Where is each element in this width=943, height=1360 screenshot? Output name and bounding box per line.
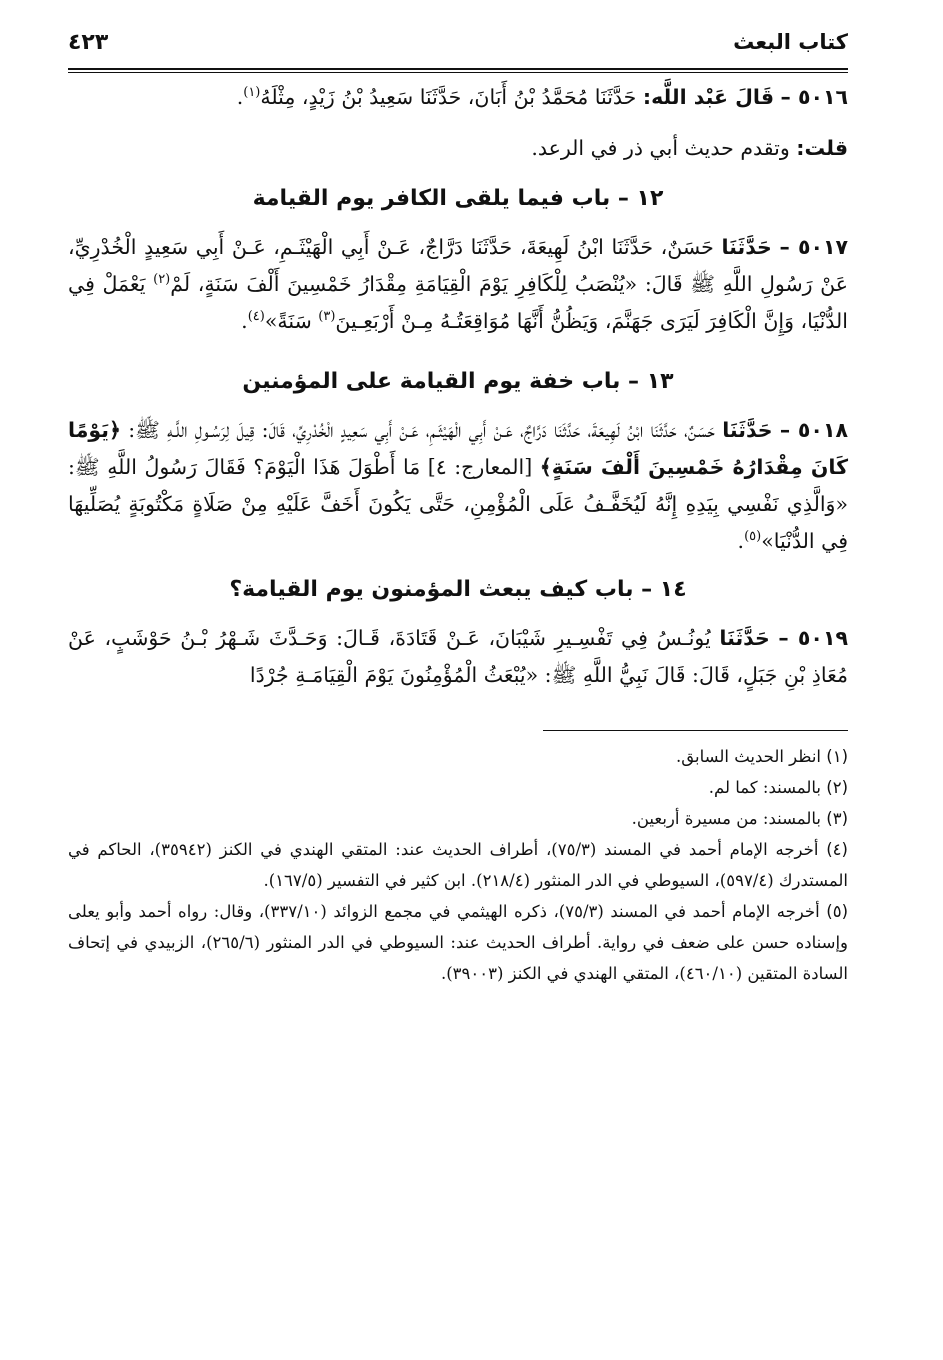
speaker: قَالَ عَبْد اللَّه:: [642, 85, 775, 109]
note-qultu: [68, 130, 848, 167]
book-title: كتاب البعث: [733, 30, 848, 54]
hadith-5018: ٥٠١٨ – حَدَّثَنَا حَسَنٌ، حَدَّثَنَا ابْنُ لَهِيعَةَ، حَدَّثَنَا دَرَّاجٌ، عَـنْ أَبِي الْهَيْثَـمِ، عَـنْ أَبِي سَعِيدٍ الْخُدْرِيِّ، قَالَ: قِيلَ لِرَسُـولِ اللَّـهِ ﷺ: ﴿يَوْمًا كَانَ مِقْدَارُهُ خَمْسِينَ أَلْفَ سَنَةٍ﴾ [المعارج: ٤] مَا أَطْوَلَ هَذَا الْيَوْمَ؟ فَقَالَ رَسُولُ اللَّهِ ﷺ: «وَالَّذِي نَفْسِي بِيَدِهِ إِنَّهُ لَيُخَفَّـفُ عَلَى الْمُؤْمِنِ، حَتَّى يَكُونَ أَخَفَّ عَلَيْهِ مِنْ صَلَاةٍ مَكْتُوبَةٍ يُصَلِّيهَا فِي الدُّنْيَا»$^{(٥)}$.: [68, 418, 848, 553]
note-text: وتقدم حديث أبي ذر في الرعد.: [531, 136, 790, 160]
hadith-text: حَدَّثَنَا مُحَمَّدُ بْنُ أَبَانَ، حَدَّثَنَا سَعِيدُ بْنُ زَيْدٍ، مِثْلَهُ: [260, 85, 637, 109]
chapter-heading-12: ١٢ – باب فيما يلقى الكافر يوم القيامة: [252, 186, 664, 211]
footnote-ref: (١): [243, 85, 261, 101]
haddathana: حَدَّثَنَا: [721, 235, 772, 259]
hadith-number: ٥٠١٨ –: [779, 418, 848, 442]
haddathana: حَدَّثَنَا: [719, 626, 770, 650]
running-header: [68, 30, 848, 68]
chapter-heading-14: ١٤ – باب كيف يبعث المؤمنون يوم القيامة؟: [229, 577, 687, 602]
footnote-ref: (٥): [744, 529, 762, 545]
footnote-2: (٢) بالمسند: كما لم.: [708, 778, 848, 797]
chapter-heading-13: ١٣ – باب خفة يوم القيامة على المؤمنين: [242, 369, 674, 394]
hadith-5016: ٥٠١٦ – قَالَ عَبْد اللَّه: حَدَّثَنَا مُحَمَّدُ بْنُ أَبَانَ، حَدَّثَنَا سَعِيدُ بْنُ زَيْدٍ، مِثْلَهُ$^{(١)}$.: [236, 85, 848, 109]
note-label: قلت:: [796, 136, 848, 160]
hadith-number: ٥٠١٦ –: [780, 85, 848, 109]
footnote-ref: (٤): [247, 309, 265, 325]
haddathana: حَدَّثَنَا: [722, 418, 773, 442]
footnote-ref: (٣): [318, 309, 336, 325]
footnote-separator: [543, 730, 848, 731]
hadith-number: ٥٠١٧ –: [779, 235, 848, 259]
hadith-number: ٥٠١٩ –: [778, 626, 848, 650]
hadith-5019: ٥٠١٩ – حَدَّثَنَا يُونُـسُ فِي تَفْسِـيرِ شَيْبَانَ، عَـنْ قَتَادَةَ، قَـالَ: وَحَـدَّثَ شَـهْرُ بْـنُ حَوْشَبٍ، عَنْ مُعَاذِ بْنِ جَبَلٍ، قَالَ: قَالَ نَبِيُّ اللَّهِ ﷺ: «يُبْعَثُ الْمُؤْمِنُونَ يَوْمَ الْقِيَامَـةِ جُرْدًا: [68, 626, 848, 687]
footnotes-list: [68, 741, 848, 989]
hadith-5017: ٥٠١٧ – حَدَّثَنَا حَسَنٌ، حَدَّثَنَا ابْنُ لَهِيعَةَ، حَدَّثَنَا دَرَّاجٌ، عَـنْ أَبِي الْهَيْثَـمِ، عَـنْ أَبِي سَعِيدٍ الْخُدْرِيِّ، عَنْ رَسُولِ اللَّهِ ﷺ قَالَ: «يُنْصَبُ لِلْكَافِرِ يَوْمَ الْقِيَامَةِ مِقْدَارُ خَمْسِينَ أَلْفَ سَنَةٍ، لَمْ$^{(٢)}$ يَعْمَلْ فِي الدُّنْيَا، وَإِنَّ الْكَافِرَ لَيَرَى جَهَنَّمَ، وَيَظُنُّ أَنَّهَا مُوَاقِعَتُـهُ مِـنْ أَرْبَعِـينَ$^{(٣)}$ سَنَةً»$^{(٤)}$.: [68, 235, 849, 333]
header-rule-thin: [68, 72, 848, 73]
footnote-ref: (٢): [153, 272, 171, 288]
quran-verse: ﴿يَوْمًا كَانَ مِقْدَارُهُ خَمْسِينَ أَلْفَ سَنَةٍ﴾: [68, 418, 848, 479]
footnote-4: (٤) أخرجه الإمام أحمد في المسند (٧٥/٣)، أطراف الحديث عند: المتقي الهندي في الكنز (٣٥٩٤٢)، الحاكم في المستدرك (٥٩٧/٤)، السيوطي في الدر المنثور (٢١٨/٤). ابن كثير في التفسير (١٦٧/٥).: [68, 840, 848, 890]
header-rule: [68, 68, 848, 70]
book-page: [68, 30, 848, 989]
footnote-1: (١) انظر الحديث السابق.: [676, 747, 848, 766]
footnote-5: (٥) أخرجه الإمام أحمد في المسند (٧٥/٣)، ذكره الهيثمي في مجمع الزوائد (٣٣٧/١٠)، وقال: رواه أحمد وأبو يعلى وإسناده حسن على ضعف في رواية. أطراف الحديث عند: السيوطي في الدر المنثور (٢٦٥/٦)، الزبيدي في إتحاف السادة المتقين (٤٦٠/١٠)، المتقي الهندي في الكنز (٣٩٠٠٣).: [68, 902, 848, 983]
footnote-3: (٣) بالمسند: من مسيرة أربعين.: [631, 809, 848, 828]
page-number: ٤٢٣: [68, 30, 109, 55]
